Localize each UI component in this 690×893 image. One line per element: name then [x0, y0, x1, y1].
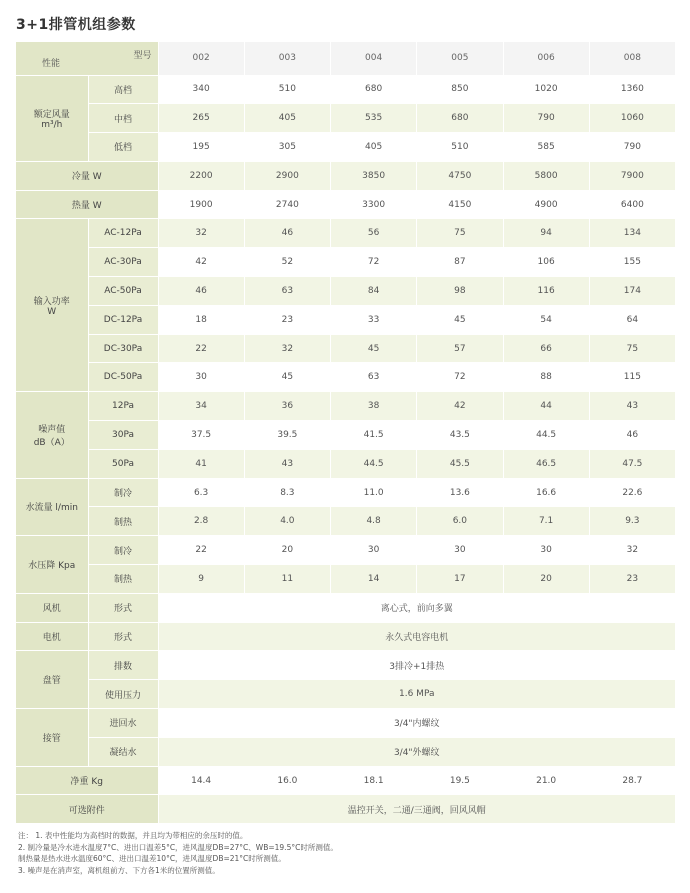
- page-title: 3+1排管机组参数: [16, 17, 136, 33]
- value-cell: 66: [503, 334, 589, 363]
- model-header: 003: [244, 42, 330, 75]
- value-cell: 790: [503, 104, 589, 133]
- value-cell: 43: [244, 449, 330, 478]
- value-cell: 45.5: [417, 449, 503, 478]
- value-cell: 134: [589, 219, 675, 248]
- value-cell: 30: [158, 363, 244, 392]
- value-cell: 16.6: [503, 478, 589, 507]
- value-cell: 45: [244, 363, 330, 392]
- value-cell: 45: [417, 305, 503, 334]
- value-cell: 1060: [589, 104, 675, 133]
- table-row: [16, 680, 676, 709]
- value-cell: 2200: [158, 161, 244, 190]
- value-cell: 265: [158, 104, 244, 133]
- value-cell: 18: [158, 305, 244, 334]
- value-cell: 4.0: [244, 507, 330, 536]
- table-row: [16, 363, 676, 392]
- value-cell: 4.8: [331, 507, 417, 536]
- value-cell: 41.5: [331, 421, 417, 450]
- value-cell: 42: [158, 248, 244, 277]
- table-row: [16, 622, 676, 651]
- value-cell: 116: [503, 277, 589, 306]
- model-header: 002: [158, 42, 244, 75]
- value-cell: 5800: [503, 161, 589, 190]
- value-cell: 23: [589, 565, 675, 594]
- value-cell: 11.0: [331, 478, 417, 507]
- sub-label: 使用压力: [88, 680, 158, 709]
- value-cell: 47.5: [589, 449, 675, 478]
- group-label: [16, 651, 88, 709]
- group-name: 水压降 Kpa: [28, 561, 76, 572]
- group-label: [16, 219, 88, 392]
- value-cell: 30: [503, 536, 589, 565]
- table-row: [16, 305, 676, 334]
- value-cell: 790: [589, 133, 675, 162]
- value-cell: 4750: [417, 161, 503, 190]
- group-label: 风机: [16, 593, 88, 622]
- value-cell: 42: [417, 392, 503, 421]
- value-cell: 43.5: [417, 421, 503, 450]
- header-diagonal-cell: [16, 42, 158, 75]
- sub-label: 12Pa: [88, 392, 158, 421]
- sub-label: DC-30Pa: [88, 334, 158, 363]
- value-cell: 46.5: [503, 449, 589, 478]
- value-cell: 32: [244, 334, 330, 363]
- value-cell: 4150: [417, 190, 503, 219]
- value-cell: 11: [244, 565, 330, 594]
- row-label: 热量 W: [16, 190, 158, 219]
- value-cell: 17: [417, 565, 503, 594]
- value-cell: 9: [158, 565, 244, 594]
- group-name: 盘管: [42, 676, 61, 687]
- group-name: 输入功率: [33, 296, 70, 307]
- value-cell: 44.5: [331, 449, 417, 478]
- sub-label: 形式: [88, 622, 158, 651]
- note-line: 注： 1. 表中性能均为高档时的数据，并且均为带相应的余压时的值。: [18, 831, 248, 840]
- merged-value: 1.6 MPa: [158, 680, 676, 709]
- table-row: [16, 219, 676, 248]
- merged-value: 3/4"内螺纹: [158, 709, 676, 738]
- value-cell: 32: [589, 536, 675, 565]
- value-cell: 22.6: [589, 478, 675, 507]
- value-cell: 1900: [158, 190, 244, 219]
- group-name: 额定风量: [33, 109, 70, 120]
- value-cell: 52: [244, 248, 330, 277]
- group-unit: dB（A）: [33, 437, 70, 448]
- sub-label: AC-12Pa: [88, 219, 158, 248]
- value-cell: 3300: [331, 190, 417, 219]
- table-row: [16, 449, 676, 478]
- group-label: 电机: [16, 622, 88, 651]
- table-row: [16, 421, 676, 450]
- table-row: [16, 593, 676, 622]
- value-cell: 44: [503, 392, 589, 421]
- sub-label: AC-50Pa: [88, 277, 158, 306]
- value-cell: 20: [244, 536, 330, 565]
- table-row: [16, 507, 676, 536]
- table-row: [16, 133, 676, 162]
- note-line: 2. 制冷量是冷水进水温度7°C、进出口温差5°C，进风温度DB=27°C、WB=19.5°C时所测值。: [18, 842, 338, 852]
- table-row: [16, 161, 676, 190]
- table-row: [16, 277, 676, 306]
- sub-label: 中档: [88, 104, 158, 133]
- spec-table: [16, 42, 676, 824]
- value-cell: 63: [331, 363, 417, 392]
- value-cell: 8.3: [244, 478, 330, 507]
- value-cell: 41: [158, 449, 244, 478]
- sub-label: AC-30Pa: [88, 248, 158, 277]
- value-cell: 18.1: [331, 766, 417, 795]
- value-cell: 3850: [331, 161, 417, 190]
- sub-label: 制热: [88, 565, 158, 594]
- merged-value: 离心式，前向多翼: [158, 593, 676, 622]
- table-row: [16, 104, 676, 133]
- value-cell: 44.5: [503, 421, 589, 450]
- value-cell: 54: [503, 305, 589, 334]
- value-cell: 21.0: [503, 766, 589, 795]
- value-cell: 45: [331, 334, 417, 363]
- merged-value: 3排冷+1排热: [158, 651, 676, 680]
- sub-label: 制冷: [88, 536, 158, 565]
- value-cell: 94: [503, 219, 589, 248]
- value-cell: 37.5: [158, 421, 244, 450]
- value-cell: 36: [244, 392, 330, 421]
- value-cell: 6.0: [417, 507, 503, 536]
- row-label: 净重 Kg: [16, 766, 158, 795]
- group-label: [16, 478, 88, 536]
- value-cell: 38: [331, 392, 417, 421]
- table-row: [16, 536, 676, 565]
- value-cell: 46: [244, 219, 330, 248]
- value-cell: 34: [158, 392, 244, 421]
- value-cell: 84: [331, 277, 417, 306]
- group-label: [16, 392, 88, 478]
- value-cell: 23: [244, 305, 330, 334]
- group-unit: W: [47, 306, 57, 317]
- value-cell: 195: [158, 133, 244, 162]
- value-cell: 28.7: [589, 766, 675, 795]
- value-cell: 535: [331, 104, 417, 133]
- merged-value: 永久式电容电机: [158, 622, 676, 651]
- group-unit: m³/h: [41, 119, 63, 130]
- value-cell: 33: [331, 305, 417, 334]
- value-cell: 2740: [244, 190, 330, 219]
- value-cell: 7900: [589, 161, 675, 190]
- table-row: [16, 190, 676, 219]
- value-cell: 72: [417, 363, 503, 392]
- value-cell: 510: [244, 75, 330, 104]
- model-header: 005: [417, 42, 503, 75]
- sub-label: 进回水: [88, 709, 158, 738]
- group-name: 接管: [42, 733, 61, 744]
- table-row: [16, 651, 676, 680]
- value-cell: 87: [417, 248, 503, 277]
- value-cell: 20: [503, 565, 589, 594]
- sub-label: 凝结水: [88, 737, 158, 766]
- value-cell: 14: [331, 565, 417, 594]
- value-cell: 88: [503, 363, 589, 392]
- header-row: [16, 42, 676, 75]
- table-row: [16, 392, 676, 421]
- value-cell: 46: [589, 421, 675, 450]
- value-cell: 1360: [589, 75, 675, 104]
- row-label: 冷量 W: [16, 161, 158, 190]
- value-cell: 14.4: [158, 766, 244, 795]
- sub-label: 高档: [88, 75, 158, 104]
- value-cell: 405: [331, 133, 417, 162]
- value-cell: 43: [589, 392, 675, 421]
- sub-label: DC-12Pa: [88, 305, 158, 334]
- perf-label: 性能: [42, 58, 61, 69]
- value-cell: 64: [589, 305, 675, 334]
- table-row: [16, 766, 676, 795]
- value-cell: 4900: [503, 190, 589, 219]
- group-name: 水流量 l/min: [25, 503, 78, 514]
- value-cell: 46: [158, 277, 244, 306]
- value-cell: 75: [417, 219, 503, 248]
- group-label: [16, 709, 88, 767]
- merged-value: 3/4"外螺纹: [158, 737, 676, 766]
- value-cell: 1020: [503, 75, 589, 104]
- value-cell: 39.5: [244, 421, 330, 450]
- table-row: [16, 737, 676, 766]
- value-cell: 850: [417, 75, 503, 104]
- sub-label: 制热: [88, 507, 158, 536]
- value-cell: 106: [503, 248, 589, 277]
- table-row: [16, 75, 676, 104]
- table-row: [16, 334, 676, 363]
- value-cell: 585: [503, 133, 589, 162]
- value-cell: 75: [589, 334, 675, 363]
- table-row: [16, 795, 676, 824]
- value-cell: 305: [244, 133, 330, 162]
- group-label: [16, 75, 88, 161]
- value-cell: 72: [331, 248, 417, 277]
- sub-label: 低档: [88, 133, 158, 162]
- value-cell: 19.5: [417, 766, 503, 795]
- note-line: 3. 噪声是在消声室，离机组前方、下方各1米的位置所测值。: [18, 865, 220, 875]
- footnotes: [18, 830, 338, 876]
- group-label: [16, 536, 88, 594]
- merged-value: 温控开关，二通/三通阀，回风风帽: [158, 795, 676, 824]
- sub-label: 制冷: [88, 478, 158, 507]
- value-cell: 7.1: [503, 507, 589, 536]
- value-cell: 2900: [244, 161, 330, 190]
- value-cell: 680: [331, 75, 417, 104]
- table-row: [16, 478, 676, 507]
- table-row: [16, 565, 676, 594]
- table-row: [16, 248, 676, 277]
- value-cell: 57: [417, 334, 503, 363]
- value-cell: 30: [331, 536, 417, 565]
- model-header: 006: [503, 42, 589, 75]
- note-line: 制热量是热水进水温度60°C、进出口温差10°C，进风温度DB=21°C时所测值。: [18, 854, 286, 863]
- sub-label: 50Pa: [88, 449, 158, 478]
- sub-label: 30Pa: [88, 421, 158, 450]
- row-label: 可选附件: [16, 795, 158, 824]
- group-name: 噪声值: [38, 424, 66, 435]
- value-cell: 510: [417, 133, 503, 162]
- value-cell: 22: [158, 536, 244, 565]
- value-cell: 174: [589, 277, 675, 306]
- value-cell: 2.8: [158, 507, 244, 536]
- model-header: 008: [589, 42, 675, 75]
- value-cell: 6400: [589, 190, 675, 219]
- model-label: 型号: [133, 51, 152, 61]
- value-cell: 30: [417, 536, 503, 565]
- value-cell: 155: [589, 248, 675, 277]
- value-cell: 405: [244, 104, 330, 133]
- value-cell: 63: [244, 277, 330, 306]
- value-cell: 32: [158, 219, 244, 248]
- value-cell: 22: [158, 334, 244, 363]
- value-cell: 56: [331, 219, 417, 248]
- value-cell: 9.3: [589, 507, 675, 536]
- value-cell: 6.3: [158, 478, 244, 507]
- value-cell: 115: [589, 363, 675, 392]
- model-header: 004: [331, 42, 417, 75]
- sub-label: 排数: [88, 651, 158, 680]
- value-cell: 340: [158, 75, 244, 104]
- value-cell: 98: [417, 277, 503, 306]
- value-cell: 16.0: [244, 766, 330, 795]
- sub-label: 形式: [88, 593, 158, 622]
- table-row: [16, 709, 676, 738]
- value-cell: 680: [417, 104, 503, 133]
- sub-label: DC-50Pa: [88, 363, 158, 392]
- value-cell: 13.6: [417, 478, 503, 507]
